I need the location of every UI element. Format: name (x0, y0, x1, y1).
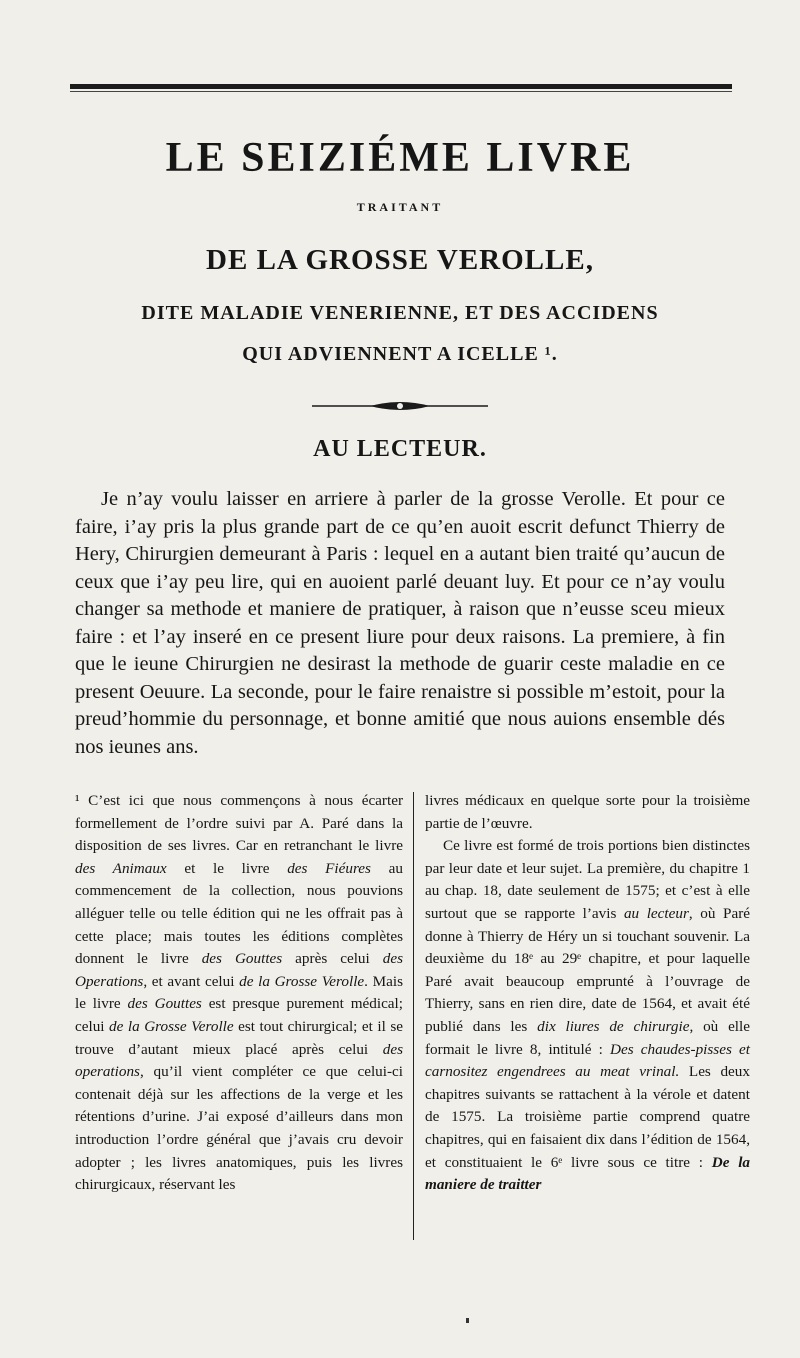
header-rule (70, 84, 732, 89)
footnote-left-column (75, 790, 403, 1197)
footnote-italic: De la maniere de traitter (425, 1153, 751, 1194)
footnote-text: après celui (282, 950, 383, 968)
footnote-italic: au lecteur (623, 904, 689, 922)
footnote-italic: des Fiéures (287, 859, 371, 877)
page-speck (466, 1318, 469, 1323)
intro-paragraph-block (75, 486, 725, 761)
intro-paragraph: Je n’ay voulu laisser en arriere à parler de la grosse Verolle. Et pour ce faire, i’ay pris la plus grande part de ce qu’en auoit escrit defunct Thierry de Hery, Chirurgien demeurant à Paris : lequel en a autant bien traité qu’aucun de ceux que i’ay peu lire, qui en auoient parlé deuant luy. Et pour ce n’ay voulu changer sa methode et maniere de pratiquer, à raison que n’eusse sceu mieux faire : et l’ay inseré en ce present liure pour deux raisons. La premiere, à fin que le ieune Chirurgien ne desirast la methode de guarir ceste maladie en ce present Oeuure. La seconde, pour le faire renaistre si possible m’estoit, pour la preud’hommie du personnage, et bonne amitié que nous auions ensemble dés nos ieunes ans. (75, 488, 725, 758)
header-rule-thin (70, 91, 732, 92)
footnote-text: est tout chirurgical; et il se trouve d’autant mieux placé après celui (75, 1017, 403, 1058)
column-divider (413, 792, 414, 1240)
subtitle-line-1: DE LA GROSSE VEROLLE, (206, 244, 594, 276)
ornament-divider (310, 398, 490, 414)
footnote-text: Les deux chapitres suivants se rattachent à la vérole et datent de 1575. La troisième partie comprend quatre chapitres, qui en faisaient dix dans l’édition de 1564, et constituaient le 6ᵉ livre sous ce titre : (425, 1063, 750, 1171)
book-title: LE SEIZIÉME LIVRE (165, 135, 635, 181)
footnote-italic: de la Grosse Verolle (109, 1017, 234, 1035)
footnote-text: . Mais le livre (75, 972, 403, 1013)
subtitle-line-2: DITE MALADIE VENERIENNE, ET DES ACCIDENS (141, 302, 659, 324)
footnote-text: , et avant celui (143, 972, 240, 990)
footnote-italic: des Operations (75, 950, 403, 990)
footnote-text: , où Paré donne à Thierry de Héry un si touchant souvenir. La deuxième du 18ᵉ au 29ᵉ chapitre, et pour laquelle Paré avait beaucoup emprunté à l’ouvrage de Thierry, sans en rien dire, date de 1564, et avait été publié dans les (425, 904, 750, 1035)
footnote-italic: Des chaudes-pisses et carnositez engendrees au meat vrinal. (425, 1040, 750, 1081)
footnote-italic: de la Grosse Verolle (239, 972, 365, 990)
footnote-paragraph (425, 835, 750, 1197)
footnote-italic: des Gouttes (201, 950, 283, 968)
footnote-text: , où elle formait le livre 8, intitulé : (425, 1017, 750, 1058)
footnote-text: et le livre (166, 859, 288, 877)
footnote-text: Ce livre est formé de trois portions bien distinctes par leur date et leur sujet. La première, du chapitre 1 au chap. 18, date seulement de 1575; et c’est à elle surtout que se rapporte l’avis (425, 837, 750, 922)
footnote-paragraph: livres médicaux en quelque sorte pour la troisième partie de l’œuvre. (425, 792, 750, 832)
footnote-paragraph (75, 790, 403, 1197)
footnote-text: est presque purement médical; celui (75, 995, 403, 1035)
footnote-italic: dix liures de chirurgie (537, 1017, 690, 1035)
footnote-italic: des Gouttes (127, 995, 202, 1013)
section-heading: AU LECTEUR. (313, 436, 487, 462)
subtitle-line-3: QUI ADVIENNENT A ICELLE ¹. (242, 343, 558, 365)
title-connector: TRAITANT (356, 200, 444, 214)
footnote-right-column (425, 790, 750, 1197)
footnote-text: ¹ C’est ici que nous commençons à nous écarter formellement de l’ordre suivi par A. Paré dans la disposition de ses livres. Car en retranchant le livre (75, 792, 403, 855)
footnote-italic: des operations (75, 1040, 403, 1081)
footnote-italic: des Animaux (75, 859, 167, 877)
footnote-text: au commencement de la collection, nous pouvions alléguer telle ou telle édition qui ne les offrait pas à cette place; mais toutes les éditions complètes donnent le livre (75, 859, 403, 968)
footnote-text: , qu’il vient compléter ce que celui-ci contenait déjà sur les affections de la verge et les rétentions d’urine. J’ai exposé d’ailleurs dans mon introduction l’ordre général que j’avais cru devoir adopter ; les livres anatomiques, puis les livres chirurgicaux, réservant les (75, 1063, 403, 1194)
